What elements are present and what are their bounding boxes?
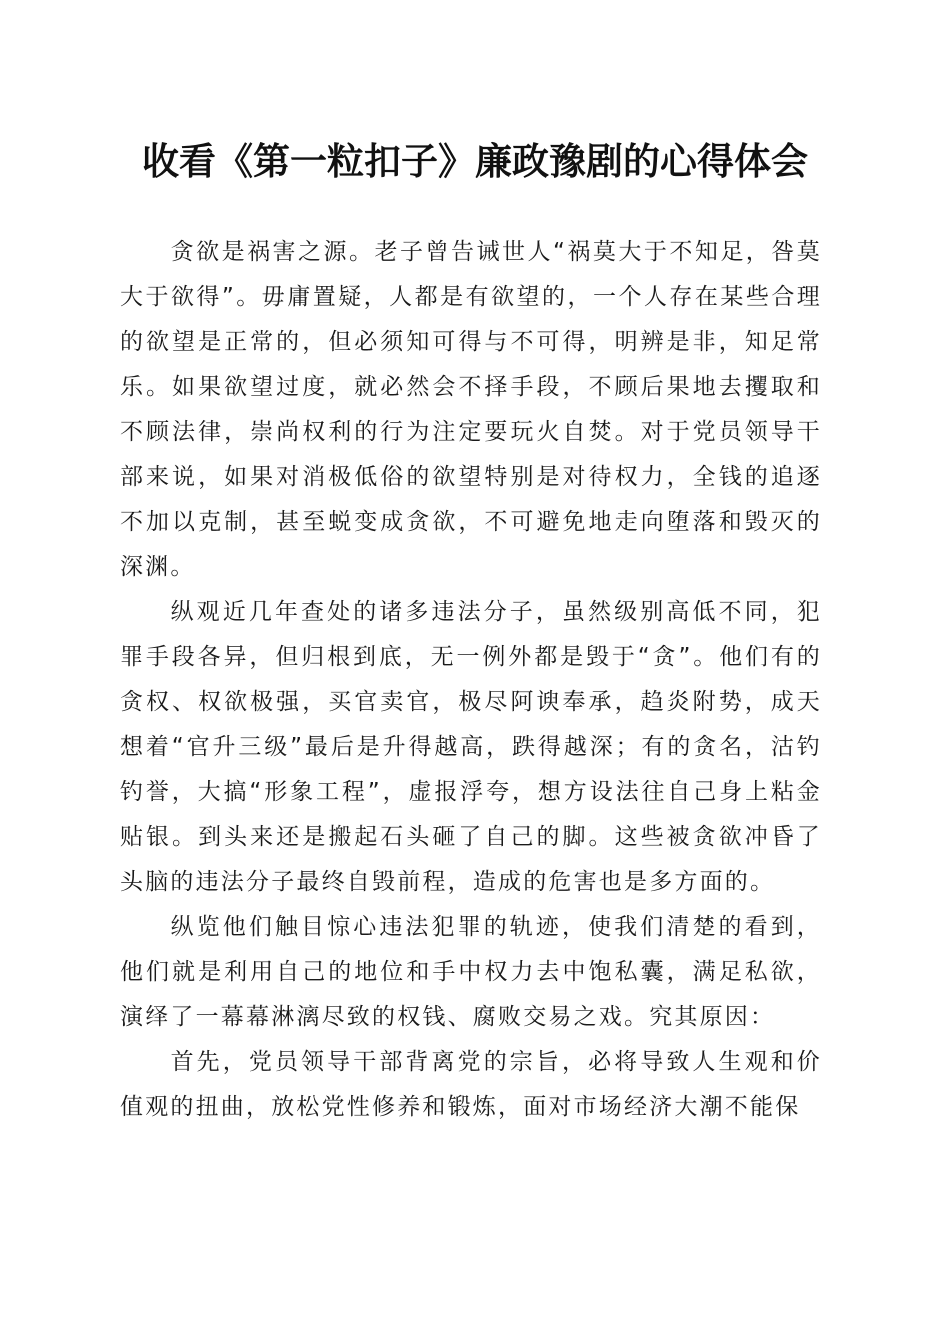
- paragraph-2: 纵观近几年查处的诸多违法分子，虽然级别高低不同，犯罪手段各异，但归根到底，无一例外都是毁于“贪”。他们有的贪权、权欲极强，买官卖官，极尽阿谀奉承，趋炎附势，成天想着“官升三级”最后是升得越高，跌得越深；有的贪名，沽钓钓誉，大搞“形象工程”，虚报浮夸，想方设法往自己身上粘金贴银。到头来还是搬起石头砸了自己的脚。这些被贪欲冲昏了头脑的违法分子最终自毁前程，造成的危害也是多方面的。: [120, 599, 822, 895]
- paragraph-3: 纵览他们触目惊心违法犯罪的轨迹，使我们清楚的看到，他们就是利用自己的地位和手中权力去中饱私囊，满足私欲，演绎了一幕幕淋漓尽致的权钱、腐败交易之戏。究其原因：: [120, 914, 822, 1030]
- paragraph-4: 首先，党员领导干部背离党的宗旨，必将导致人生观和价值观的扭曲，放松党性修养和锻炼，面对市场经济大潮不能保: [120, 1049, 822, 1120]
- document-body: [120, 230, 822, 1130]
- paragraph-1: 贪欲是祸害之源。老子曾告诫世人“祸莫大于不知足，咎莫大于欲得”。毋庸置疑，人都是有欲望的，一个人存在某些合理的欲望是正常的，但必须知可得与不可得，明辨是非，知足常乐。如果欲望过度，就必然会不择手段，不顾后果地去攫取和不顾法律，崇尚权利的行为注定要玩火自焚。对于党员领导干部来说，如果对消极低俗的欲望特别是对待权力，全钱的追逐不加以克制，甚至蜕变成贪欲，不可避免地走向堕落和毁灭的深渊。: [120, 239, 822, 580]
- document-title: 收看《第一粒扣子》廉政豫剧的心得体会: [142, 139, 808, 183]
